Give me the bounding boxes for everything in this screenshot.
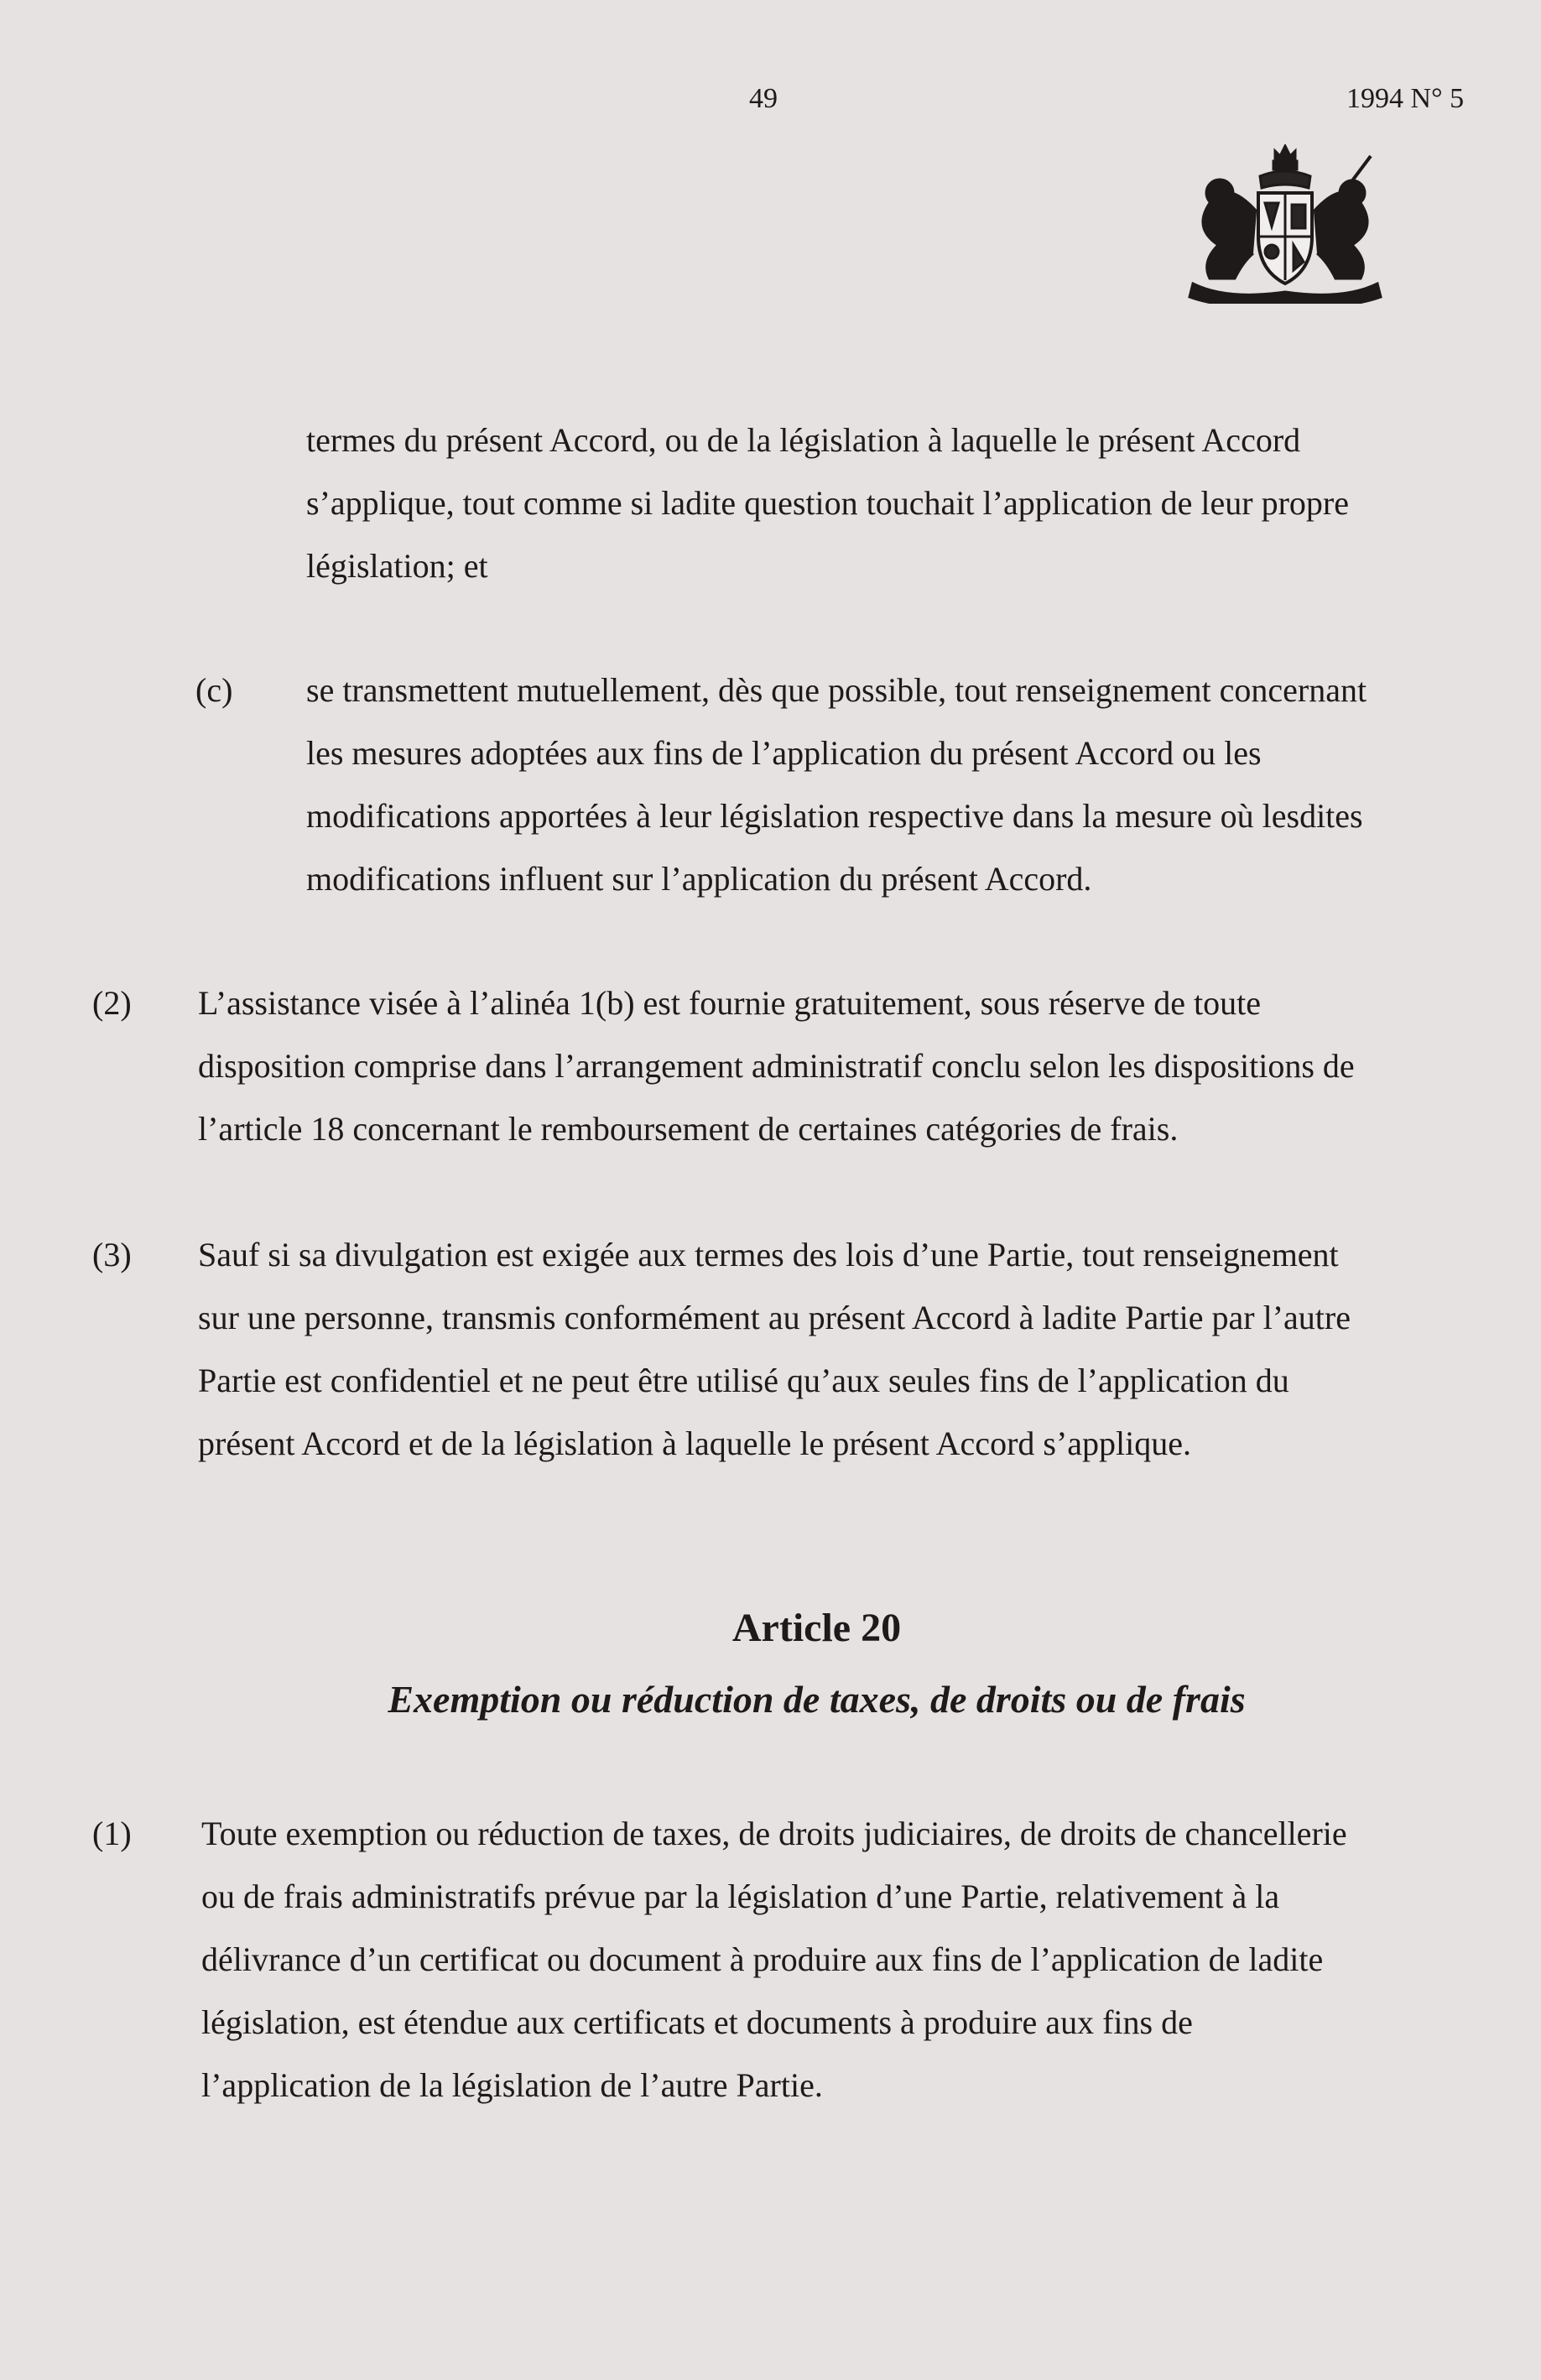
text-line: modifications influent sur l’application du présent Accord. [306,860,1092,898]
article-title: Article 20 [731,1606,902,1650]
text-line: les mesures adoptées aux fins de l’application du présent Accord ou les [306,734,1262,772]
text-line: modifications apportées à leur législation respective dans la mesure où lesdites [306,797,1363,835]
text-line: présent Accord et de la législation à laquelle le présent Accord s’applique. [198,1424,1192,1462]
article-subtitle: Exemption ou réduction de taxes, de droits ou de frais [388,1678,1246,1721]
item-c-paragraph [306,659,1476,910]
text-line: l’application de la législation de l’autre Partie. [201,2066,823,2104]
continuation-paragraph [306,409,1422,597]
show-through-text [84,424,92,461]
text-line: délivrance d’un certificat ou document à produire aux fins de l’application de ladite [201,1940,1324,1978]
text-line: disposition comprise dans l’arrangement administratif conclu selon les dispositions de [198,1047,1355,1085]
text-line: Sauf si sa divulgation est exigée aux termes des lois d’une Partie, tout renseignement [198,1236,1339,1273]
text-line: termes du présent Accord, ou de la législation à laquelle le présent Accord [306,421,1301,459]
paragraph-marker-1: (1) [92,1815,132,1852]
royal-coat-of-arms-icon [1176,144,1394,304]
page-number: 49 [749,83,778,114]
text-line: se transmettent mutuellement, dès que possible, tout renseignement concernant [306,671,1367,709]
paragraph-1 [201,1802,1468,2117]
text-line: Toute exemption ou réduction de taxes, de droits judiciaires, de droits de chancellerie [201,1815,1347,1852]
paragraph-2 [198,971,1473,1160]
text-line: L’assistance visée à l’alinéa 1(b) est fournie gratuitement, sous réserve de toute [198,984,1261,1022]
item-marker-c: (c) [195,671,233,709]
paragraph-marker-2: (2) [92,984,132,1022]
text-line: sur une personne, transmis conformément au présent Accord à ladite Partie par l’autre [198,1299,1351,1336]
text-line: législation, est étendue aux certificats et documents à produire aux fins de [201,2003,1193,2041]
paragraph-3 [198,1223,1490,1475]
document-reference: 1994 N° 5 [1346,83,1465,114]
text-line: ou de frais administratifs prévue par la législation d’une Partie, relativement à la [201,1877,1280,1915]
text-line: législation; et [306,547,488,585]
paragraph-marker-3: (3) [92,1236,132,1273]
text-line: s’applique, tout comme si ladite question touchait l’application de leur propre [306,484,1349,522]
text-line: l’article 18 concernant le remboursement de certaines catégories de frais. [198,1110,1179,1148]
text-line: Partie est confidentiel et ne peut être utilisé qu’aux seules fins de l’application du [198,1362,1289,1399]
